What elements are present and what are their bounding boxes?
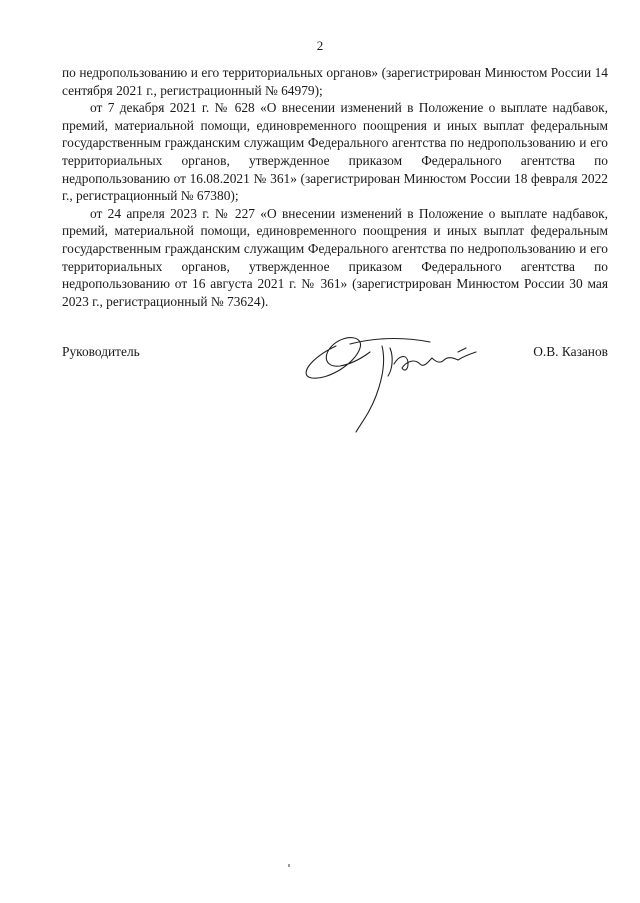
signatory-name: О.В. Казанов [533,344,608,359]
paragraph-continuation: по недропользованию и его территориальных органов» (зарегистрирован Минюстом России 14 сентября 2021 г., регистрационный № 64979); [62,65,608,98]
signature-block [62,344,608,364]
signatory-title: Руководитель [62,344,140,359]
paragraph-order-227: от 24 апреля 2023 г. № 227 «О внесении изменений в Положение о выплате надбавок, премий, материальной помощи, единовременного поощрения и иных выплат федеральным государственным гражданским служащим Федерального агентства по недропользованию и его территориальных органов, утвержденное приказом Федерального агентства по недропользованию от 16 августа 2021 г. № 361» (зарегистрирован Минюстом России 30 мая 2023 г., регистрационный № 73624). [62,205,608,309]
page-number: 2 [316,38,324,53]
paragraph-order-628: от 7 декабря 2021 г. № 628 «О внесении изменений в Положение о выплате надбавок, премий, материальной помощи, единовременного поощрения и иных выплат федеральным государственным гражданским служащим Федерального агентства по недропользованию и его территориальных органов, утвержденное приказом Федерального агентства по недропользованию от 16.08.2021 № 361» (зарегистрирован Минюстом России 18 февраля 2022 г., регистрационный № 67380); [62,100,608,204]
document-body [62,64,608,310]
handwritten-signature [290,318,490,438]
scan-speck [288,864,290,867]
